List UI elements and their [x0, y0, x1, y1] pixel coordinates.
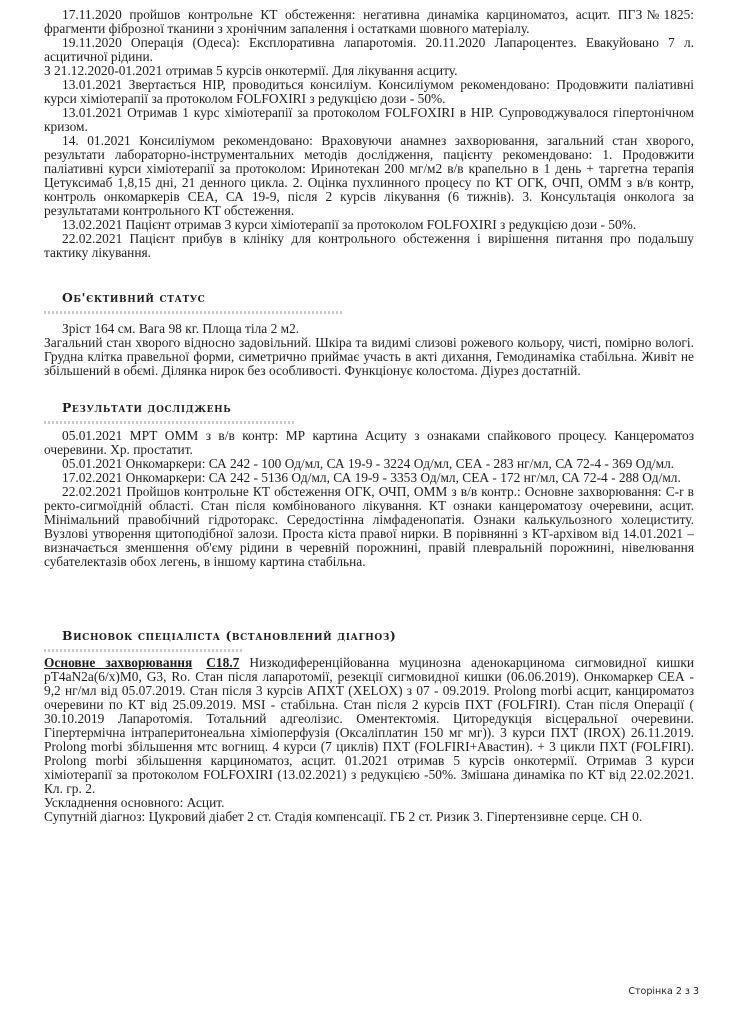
conclusion-heading: Висновок спеціаліста (встановлений діагноз) [62, 628, 397, 643]
result-entry: 22.02.2021 Пройшов контрольне КТ обстеження ОГК, ОЧП, ОММ з в/в контр.: Основне захворювання: C-r в ректо-сигмоїдній області. Стан після комбінованого лікування. КТ ознаки канцероматозу очеревини, асцит. Мінімальний правобічний гідроторакс. Середостінна лімфаденопатія. Ознаки калькульозного холециститу. Вузлові утворення щитоподібної залози. Проста кіста правої нирки. В порівнянні з КТ-архівом від 14.01.2021 – визначається зменшення об'єму рідини в черевній порожнині, правій плевральній порожнині, нівелювання субателектазів обох легень, в іншому картина стабільна. [44, 484, 694, 569]
history-entry: 13.01.2021 Звертається НІР, проводиться консиліум. Консиліумом рекомендовано: Продовжити паліативні курси хіміотерапії за протоколом FOLFOXIRI з редукцією дози - 50%. [44, 77, 694, 106]
concomitant-diagnosis: Супутній діагноз: Цукровий діабет 2 ст. Стадія компенсації. ГБ 2 ст. Ризик 3. Гіпертензивне серце. СН 0. [44, 809, 643, 824]
results-heading: Результати досліджень [62, 400, 232, 415]
result-entry: 05.01.2021 МРТ ОММ з в/в контр: МР картина Асциту з ознаками спайкового процесу. Канцероматоз очеревини. Хр. простатит. [44, 428, 694, 457]
scan-noise [44, 421, 294, 424]
history-section [44, 8, 694, 260]
icd-code: C18.7 [206, 655, 240, 670]
history-entry: 22.02.2021 Пацієнт прибув в клініку для контрольного обстеження і вирішення питання про подальшу тактику лікування. [44, 231, 694, 260]
result-entry: 17.02.2021 Онкомаркери: СА 242 - 5136 Од/мл, СА 19-9 - 3353 Од/мл, СЕА - 172 нг/мл, СА 72-4 - 288 Од/мл. [62, 470, 681, 485]
scan-noise [44, 649, 244, 652]
history-entry: 17.11.2020 пройшов контрольне КТ обстеження: негативна динаміка карциноматоз, асцит. ПГЗ№1825: фрагменти фіброзної тканини з хронічним запалення і остатками шовного матеріалу. [44, 7, 694, 36]
conclusion-section [44, 656, 694, 824]
history-entry: 19.11.2020 Операція (Одеса): Експлоративна лапаротомія. 20.11.2020 Лапароцентез. Евакуйовано 7 л. асцитичної рідини. [44, 35, 694, 64]
objective-heading: Об'єктивний статус [62, 290, 206, 305]
history-entry: 13.02.2021 Пацієнт отримав 3 курси хіміотерапії за протоколом FOLFOXIRI з редукцією дози - 50%. [62, 217, 637, 232]
results-section [44, 429, 694, 569]
history-entry: З 21.12.2020-01.2021 отримав 5 курсів онкотермії. Для лікування асциту. [44, 63, 458, 78]
result-entry: 05.01.2021 Онкомаркери: СА 242 - 100 Од/мл, СА 19-9 - 3224 Од/мл, СЕА - 283 нг/мл, СА 72-4 - 369 Од/мл. [62, 456, 675, 471]
page-number: Сторінка 2 з 3 [628, 986, 699, 997]
objective-body-metrics: Зріст 164 см. Вага 98 кг. Площа тіла 2 м2. [62, 321, 300, 336]
main-diagnosis-text: Низкодиференційованна муцинозна аденокарцинома сигмовидної кишки pT4aN2a(6/x)M0, G3, Ro. Стан після лапаротомії, резекції сигмовидної кишки (06.06.2019). Онкомаркер СЕА - 9,2 нг/мл від 05.07.2019. Стан після 3 курсів АПХТ (XELOX) з 07 - 09.2019. Prolong morbi асцит, канцироматоз очеревини по КТ від 25.09.2019. MSI - стабільна. Стан після 2 курсів ПХТ (FOLFIRI). Стан після Операції ( 30.10.2019 Лапаротомія. Тотальний адгеолізис. Оментектомія. Циторедукція вісцеральної очеревини. Гіпертермічна інтраперитонеальна хіміоперфузія (Оксаліплатин 150 мг мг)). 3 курси ПХТ (IROX) 26.11.2019. Prolong morbi збільшення мтс вогнищ. 4 курси (7 циклів) ПХТ (FOLFIRI+Авастин). + 3 цикли ПХТ (FOLFIRI). Prolong morbi збільшення карциноматоз, асцит. 01.2021 отримав 5 курсів онкотермії. Отримав 3 курси хіміотерапії за протоколом FOLFOXIRI (13.02.2021) з редукцією -50%. Змішана динаміка по КТ від 22.02.2021. Кл. гр. 2. [44, 655, 695, 796]
main-diagnosis-label: Основне захворювання [44, 655, 193, 670]
history-entry: 14. 01.2021 Консиліумом рекомендовано: Враховуючи анамнез захворювання, загальний стан хворого, результати лабораторно-інструментальних методів дослідження, пацієнту рекомендовано: 1. Продовжити паліативні курси хіміотерапії за протоколом: Иринотекан 200 мг/м2 в/в крапельно в 1 день + таргетна терапія Цетуксимаб 1,8,15 дні, 21 денного цикла. 2. Оцінка пухлинного процесу по КТ ОГК, ОЧП, ОММ з в/в контр, контроль онкомаркерів СЕА, СА 19-9, після 2 курсів лікування (6 тижнів). 3. Консультація онколога за результатами контрольного КТ обстеження. [44, 133, 694, 218]
history-entry: 13.01.2021 Отримав 1 курс хіміотерапії за протоколом FOLFOXIRI в НІР. Супроводжувалося гіпертонічном кризом. [44, 105, 694, 134]
objective-section [44, 322, 694, 378]
scan-noise [44, 311, 344, 314]
complication: Ускладнення основного: Асцит. [44, 795, 225, 810]
main-diagnosis [44, 656, 694, 796]
objective-general-state: Загальний стан хворого відносно задовільний. Шкіра та видимі слизові рожевого кольору, чисті, помірно вологі. Грудна клітка правельної форми, симетрично приймає участь в акті дихання, Гемодинаміка стабільна. Живіт не збільшений в обємі. Ділянка нирок без особливості. Функціонує колостома. Діурез достатній. [44, 335, 694, 378]
